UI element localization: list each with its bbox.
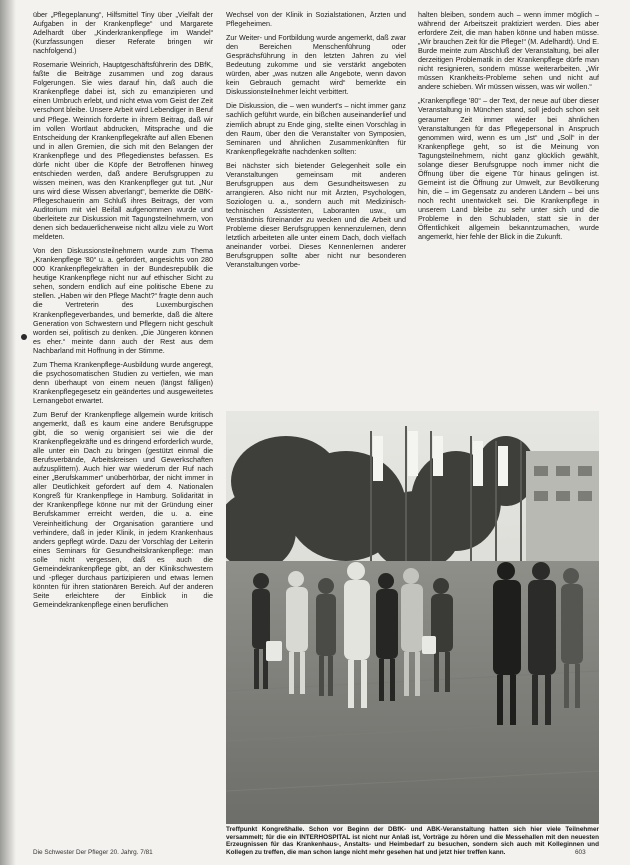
paragraph: über „Pflegeplanung“, Hilfsmittel Tiny über „Vielfalt der Aufgaben in der Krankenpflege“ und Margarete Adelhardt über „Kinderkrankenpflege im Wandel“ (Kurzfassungen dieser Referate bringen wir nachfolgend.) [33,10,213,56]
paragraph: „Krankenpflege '80“ – der Text, der neue auf über dieser Veranstaltung in München stand, soll jedoch schon seit geraumer Zeit immer wieder bei ähnlichen Veranstaltungen für das Pflegepersonal in Anspruch genommen wird, wenn es um „Ist“ und „Soll“ in der Krankenpflege geht, so ist die Meinung von Tagungsteilnehmern, nicht ganz glücklich gewählt, solange dieser Berufsgruppe noch immer nicht die Öffnung über die eigene Tür hinaus gelingen ist. Gemeint ist die Öffnung zur Umwelt, zur Bevölkerung hin, die – im Gegensatz zu anderen Ländern – bei uns noch recht unentwickelt sei. Die Krankenpflege in unserem Land bleibe zu sehr unter sich und die Probleme in den Schubladen, statt sie in der Öffentlichkeit allgemein bekanntzumachen, wurde angemerkt, hier fehle der Blick in die Zukunft. [418,96,599,242]
paragraph: Von den Diskussionsteilnehmern wurde zum Thema „Krankenpflege '80“ u. a. gefordert, angesichts von 280 000 Krankenpflegekräften in der Bundesrepublik die heutige Krankenpflege nicht nur auf ethischer Sicht zu sehen, sondern endlich auf eine politische Ebene zu stellen. „Haben wir den Pflege Macht?“ fragte denn auch die Vertreterin des Luxemburgischen Krankenpflegeverbandes, und bemerkte, daß die ältere Generation von Schwestern und Pflegern nicht geschult worden sei, politisch zu denken. „Die Jüngeren können es eher.“ meinte dann auch der Rest aus dem Nachbarland mit Hoffnung in der Stimme. [33,246,213,355]
text-column-right [418,10,599,246]
photo-caption: Treffpunkt Kongreßhalle. Schon vor Beginn der DBfK- und ABK-Veranstaltung hatten sich hier viele Teilnehmer versammelt; für die ein INTERHOSPITAL ist nicht nur Anlaß ist, Vorträge zu hören und die Messehallen mit den neuesten Erzeugnissen für das Krankenhaus-, Anstalts- und Heimbedarf zu besuchen, sondern sich auch mit Kolleginnen und Kollegen zu treffen, die man schon lange nicht mehr gesehen hat und jetzt hier treffen kann. [226,826,599,856]
paragraph: Zum Beruf der Krankenpflege allgemein wurde kritisch angemerkt, daß es kaum eine andere Berufsgruppe gibt, die so wenig organisiert sei wie die der Krankenpflegekräfte und es dringend erforderlich wurde, alle unter ein Dach zu bringen (gestützt einmal die Berufsverbände, Arbeitskreisen und Gewerkschaften aufzusplittern). Auch hier war wiederum der Ruf nach einer „Berufskammer“ unüberhörbar, der nicht immer in aller Deutlichkeit gefordert auf dem 4. Nationalen Kongreß für Krankenpflege in Hamburg. Solidarität in der Krankenpflege könne nur mit der Gründung einer Berufskammer erreicht werden, die u. a. eine Vereinheitlichung der Organisation garantiere und verhindere, daß in jeder Klinik, in jedem Krankenhaus anders gepflegt würde. Dazu der Vorschlag der Leiterin eines Seminars für Gesundheitskrankenpflege: man solle nicht vergessen, daß es auch die Gemeindekrankenpflege gibt, an der Klinikschwestern und -pfleger durchaus partizipieren und etwas lernen könnten für ihren stationären Bereich. Auf der anderen Seite erleichtere der Einblick in die Gemeindekrankenpflege einen beruflichen [33,409,213,609]
paragraph: Rosemarie Weinrich, Hauptgeschäftsführerin des DBfK, faßte die Beiträge zusammen und zog daraus Folgerungen. Sie wies darauf hin, daß auch die Krankenpflege dabei ist, sich zu emanzipieren und einen Umbruch erlebt, und nicht etwa vom Geist der Zeit verschont bleibe. Unsere Arbeit wird Lebendiger in Beruf und Pflege. Weinrich forderte in ihrem Beitrag, daß wir im vollen Wortlaut abdrucken, Mitsprache und die Entscheidung der Krankenpflegekräfte auf allen Ebenen und in allen Gremien, die sich mit den Belangen der Krankenpflege und des Pflegedienstes befassen. Es dürfe nicht über die Köpfe der Betroffenen hinweg entschieden werden, daß andere Berufsgruppen zu wissen meinen, was den Krankenpfleger gut tut. „Nur uns wird diese Wissen abverlangt“, bemerkte die DBfK-Pflegeschauerin am Schluß ihres Beitrags, der vom Auditorium mit viel Beifall aufgenommen wurde und überleitete zur Diskussion mit Tagungsteilnehmern, von denen sich bedauerlicherweise nicht allzu viele zu Wort meldeten. [33,60,213,242]
paragraph: Die Diskussion, die – wen wundert's – nicht immer ganz sachlich geführt wurde, ein bißchen auseinanderlief und ziemlich abrupt zu Ende ging, stellte einen Vorschlag in den Raum, über den die Veranstalter von Symposien, Seminaren und ähnlichen Zusammenkünften für Krankenpflegekräfte nachdenken sollten: [226,101,406,156]
building [526,451,599,561]
paragraph: halten bleiben, sondern auch – wenn immer möglich – während der Arbeitszeit praktiziert werden. Dies aber erfordere Zeit, die man haben könne und haben müsse. „Wir brauchen Zeit für die Pflege!“ (M. Adelhardt). Und E. Burde meinte zum Abschluß der Veranstaltung, bei aller derzeitigen Problematik in der Krankenpflege dürfe man nicht resignieren, sondern müsse weiterarbeiten. „Wir müssen Krankheits-Probleme sehen und nicht auf andere schieben. Wir müssen wissen, was wir wollen.“ [418,10,599,92]
punch-hole [21,334,27,340]
photo-crowd-plaza [226,411,599,824]
paragraph: Bei nächster sich bietender Gelegenheit solle ein Veranstaltungen gemeinsam mit anderen Berufsgruppen aus dem Gesundheitswesen zu arrangieren. Also nicht nur mit Ärzten, Psychologen, Soziologen u. a., sondern auch mit Medizinisch-technischen Assistenten, Laboranten usw., um Verständnis füreinander zu wecken und die Arbeit und Probleme dieser Berufsgruppen kennenzulernen, denn letztlich arbeiteten alle unter einem Dach, doch vielfach aneinander vorbei. Dieses Kennenlernen anderer Berufsgruppen sollte aber nicht nur besonderen Veranstaltungen vorbe- [226,160,406,270]
paragraph: Zum Thema Krankenpflege-Ausbildung wurde angeregt, die psychosomatischen Studien zu vertiefen, wie man denn überhaupt von einem neuen (längst fälligen) Krankenpflegegesetz ein geändertes und ausgeweitetes Lernangebot erwartet. [33,359,213,405]
binding-shadow [0,0,16,865]
paragraph: Zur Weiter- und Fortbildung wurde angemerkt, daß zwar den Bereichen Menschenführung oder Gesprächsführung in den letzten Jahren zu viel Bedeutung zukomme und sie verstärkt angeboten würden, aber „was nutzen alle Angebote, wenn davon kein Gebrauch gemacht wird“ bemerkte ein Diskussionsteilnehmer leicht verbittert. [226,33,406,97]
footer-journal-reference: Die Schwester Der Pfleger 20. Jahrg. 7/81 [33,849,153,856]
paragraph: Wechsel von der Klinik in Sozialstationen, Ärzten und Pflegeheimen. [226,10,406,29]
page-number: 603 [575,849,586,856]
text-column-middle [226,10,406,274]
photo-illustration [226,411,599,824]
text-column-left [33,10,213,614]
